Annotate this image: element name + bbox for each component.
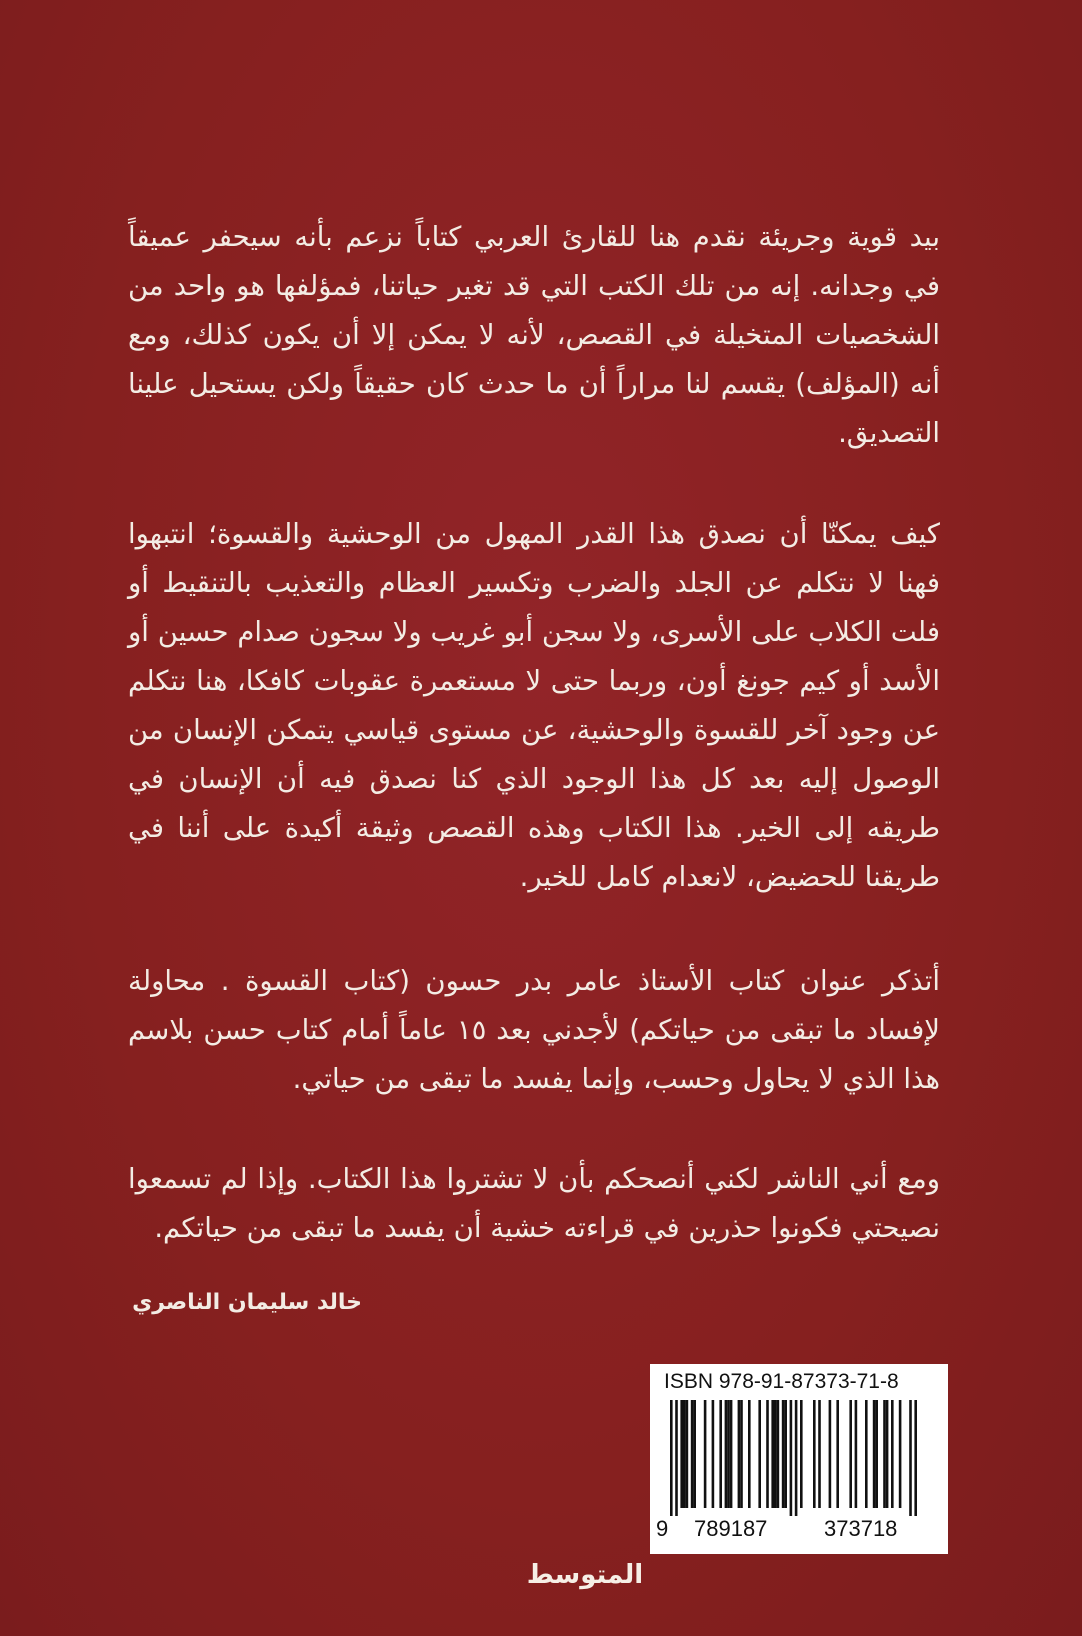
barcode-bar [909,1400,912,1516]
barcode-bar [899,1400,902,1508]
barcode-bar [725,1400,728,1508]
barcode-bar [683,1400,686,1508]
barcode-bar [704,1400,707,1508]
barcode-bar [758,1400,761,1508]
barcode-bar [727,1400,730,1508]
isbn-barcode [650,1364,948,1554]
barcode-bar [813,1400,816,1508]
barcode-bar [675,1400,678,1516]
barcode-bar [818,1400,821,1508]
barcode-bar [891,1400,894,1508]
barcode-bar [777,1400,780,1508]
barcode-digit-group-1: 789187 [694,1516,768,1541]
barcode-bar [712,1400,715,1508]
barcode-bar [836,1400,839,1508]
barcode-bar [800,1400,803,1508]
barcode-bar [875,1400,878,1508]
barcode-bar [738,1400,741,1508]
barcode-bar [680,1400,683,1508]
barcode-bar [740,1400,743,1508]
publisher-logo: المتوسط [526,1560,644,1590]
barcode-bar [719,1400,722,1508]
barcode-bar [883,1400,886,1508]
barcode-bar [748,1400,751,1508]
barcode-bar [873,1400,876,1508]
barcode-bar [774,1400,777,1508]
blurb-paragraph-2 [128,510,940,902]
barcode-bar [782,1400,785,1508]
barcode-digit-group-2: 373718 [824,1516,898,1541]
barcode-bar [693,1400,696,1508]
barcode-bar [855,1400,858,1508]
barcode-bars [670,1400,928,1516]
barcode-bar [795,1400,798,1516]
barcode-bar [784,1400,787,1508]
barcode-bar [771,1400,774,1508]
barcode-bar [766,1400,769,1508]
isbn-label: ISBN 978-91-87373-71-8 [664,1370,899,1393]
blurb-paragraph-4-text: ومع أني الناشر لكني أنصحكم بأن لا تشتروا هذا الكتاب. وإذا لم تسمعوا نصيحتي فكونوا حذرين في قراءته خشية أن يفسد ما تبقى من حياتكم. [128,1163,940,1244]
barcode-bar [790,1400,793,1516]
barcode-bar [686,1400,689,1508]
barcode-bar [730,1400,733,1508]
blurb-paragraph-1 [128,213,940,458]
blurb-paragraph-3 [128,957,940,1104]
barcode-lead-digit: 9 [656,1516,669,1541]
barcode-bar [865,1400,868,1508]
barcode-bar [670,1400,673,1516]
barcode-bar [886,1400,889,1508]
blurb-paragraph-1-text: بيد قوية وجريئة نقدم هنا للقارئ العربي كتاباً نزعم بأنه سيحفر عميقاً في وجدانه. إنه من تلك الكتب التي قد تغير حياتنا، فمؤلفها هو واحد من الشخصيات المتخيلة في القصص، لأنه لا يمكن إلا أن يكون كذلك، ومع أنه (المؤلف) يقسم لنا مراراً أن ما حدث كان حقيقاً ولكن يستحيل علينا التصديق. [128,221,940,449]
blurb-paragraph-3-text: أتذكر عنوان كتاب الأستاذ عامر بدر حسون (كتاب القسوة . محاولة لإفساد ما تبقى من حياتكم) لأجدني بعد ١٥ عاماً أمام كتاب حسن بلاسم هذا الذي لا يحاول وحسب، وإنما يفسد ما تبقى من حياتي. [128,965,940,1095]
barcode-bar [849,1400,852,1508]
barcode-bar [691,1400,694,1508]
blurb-paragraph-2-text: كيف يمكنّا أن نصدق هذا القدر المهول من الوحشية والقسوة؛ انتبهوا فهنا لا نتكلم عن الجلد والضرب وتكسير العظام والتعذيب بالتنقيط أو فلت الكلاب على الأسرى، ولا سجن أبو غريب ولا سجون صدام حسين أو الأسد أو كيم جونغ أون، وربما حتى لا مستعمرة عقوبات كافكا، هنا نتكلم عن وجود آخر للقسوة والوحشية، عن مستوى قياسي يتمكن الإنسان من الوصول إليه بعد كل هذا الوجود الذي كنا نصدق فيه أن الإنسان في طريقه إلى الخير. هذا الكتاب وهذه القصص وثيقة أكيدة على أننا في طريقنا للحضيض، لانعدام كامل للخير. [128,518,940,893]
barcode-bar [914,1400,917,1516]
author-signature: خالد سليمان الناصري [132,1290,362,1315]
blurb-paragraph-4 [128,1155,940,1253]
barcode-bar [829,1400,832,1508]
